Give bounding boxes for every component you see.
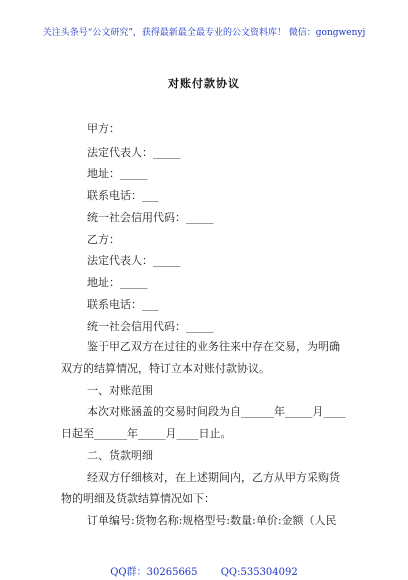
footer-qq-group: QQ群：30265665 — [110, 567, 198, 578]
party-a-credit-code: 统一社会信用代码：_____ — [87, 211, 214, 224]
header-banner: 关注头条号“公文研究”，获得最新最全最专业的公文资料库！ 微信：gongwenyj — [42, 28, 366, 38]
section-1-heading: 一、对账范围 — [87, 384, 153, 397]
party-a-phone: 联系电话：___ — [87, 189, 159, 202]
section-2-heading: 二、货款明细 — [87, 449, 153, 462]
footer-qq: QQ:535304092 — [220, 567, 298, 578]
party-a-label: 甲方： — [87, 122, 120, 135]
intro-line-1: 鉴于甲乙双方在过往的业务往来中存在交易，为明确 — [87, 340, 340, 353]
section-1-line-1: 本次对账涵盖的交易时间段为自______年_____月____ — [87, 405, 346, 418]
section-2-line-3: 订单编号:货物名称:规格型号:数量:单价:金额（人民 — [87, 514, 337, 527]
intro-line-2: 双方的结算情况，特订立本对账付款协议。 — [61, 362, 270, 375]
party-b-address: 地址：_____ — [87, 276, 148, 289]
section-2-line-1: 经双方仔细核对，在上述期间内，乙方从甲方采购货 — [87, 471, 340, 484]
footer-contact — [0, 563, 408, 578]
document-title: 对账付款协议 — [168, 77, 240, 90]
section-2-line-2: 物的明细及货款结算情况如下： — [61, 492, 215, 505]
party-b-label: 乙方： — [87, 233, 120, 246]
section-1-line-2: 日起至______年_____月____日止。 — [61, 427, 232, 440]
party-a-representative: 法定代表人：_____ — [87, 146, 181, 159]
party-b-representative: 法定代表人：_____ — [87, 254, 181, 267]
party-a-address: 地址：_____ — [87, 167, 148, 180]
party-b-credit-code: 统一社会信用代码：_____ — [87, 320, 214, 333]
party-b-phone: 联系电话：___ — [87, 298, 159, 311]
